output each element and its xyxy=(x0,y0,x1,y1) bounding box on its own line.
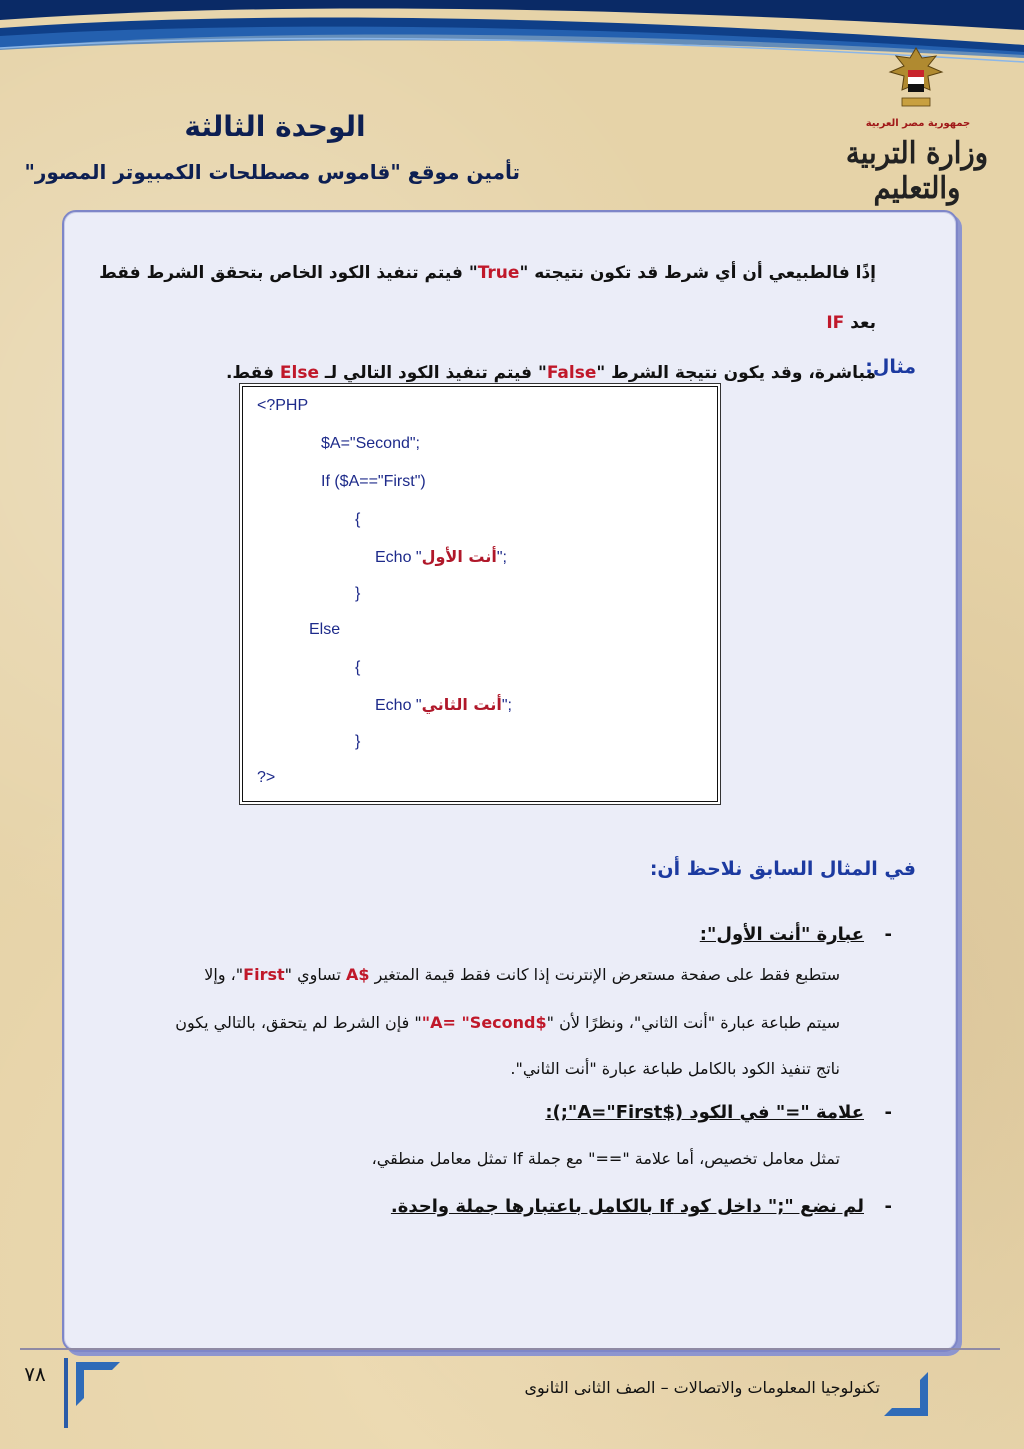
page-number: ٧٨ xyxy=(24,1362,46,1386)
code-line-echo-second: Echo "أنت الثاني"; xyxy=(375,695,512,714)
intro-line-2: مباشرة، وقد يكون نتيجة الشرط "False" فيتم تنفيذ الكود التالي لـ Else فقط. xyxy=(225,363,876,383)
lesson-title: تأمين موقع "قاموس مصطلحات الكمبيوتر المصور" xyxy=(24,160,520,184)
bullet-3-dash: - xyxy=(884,1196,892,1217)
bullet-3-title: لم نضع ";" داخل كود If بالكامل باعتبارها جملة واحدة. xyxy=(390,1196,864,1217)
code-line-else: Else xyxy=(309,621,341,638)
code-line-echo-first: Echo "أنت الأول"; xyxy=(375,547,507,566)
example-label: مثال: xyxy=(865,356,916,378)
notes-title: في المثال السابق نلاحظ أن: xyxy=(649,858,916,880)
code-line-assign: $A="Second"; xyxy=(321,435,420,452)
footer-book-title: تكنولوجيا المعلومات والاتصالات – الصف الثانى الثانوى xyxy=(524,1378,880,1397)
corner-decoration-right-icon xyxy=(884,1372,928,1416)
code-line-brace-open: { xyxy=(355,511,361,528)
bullet-1-dash: - xyxy=(884,924,892,945)
ministry-logo xyxy=(822,44,1012,206)
eagle-emblem-icon xyxy=(884,44,948,116)
bullet-2-line-1: تمثل معامل تخصيص، أما علامة "==" مع جملة If تمثل معامل منطقي، xyxy=(371,1149,840,1168)
logo-banner: جمهورية مصر العربية xyxy=(865,118,971,129)
code-line-brace-close-2: } xyxy=(355,733,361,750)
code-example-box xyxy=(242,386,718,802)
corner-decoration-left-icon xyxy=(76,1362,120,1406)
bullet-1-title: عبارة "أنت الأول": xyxy=(699,924,864,945)
code-line-brace-close: } xyxy=(355,585,361,602)
footer-vertical-bar xyxy=(64,1358,68,1428)
bullet-1-line-2: سيتم طباعة عبارة "أنت الثاني"، ونظرًا لأن "$A= "Second"" فإن الشرط لم يتحقق، بالتالي يكون xyxy=(175,1013,840,1032)
intro-line-1: إذًا فالطبيعي أن أي شرط قد تكون نتيجته "True" فيتم تنفيذ الكود الخاص بتحقق الشرط فقط بعد IF xyxy=(99,263,876,333)
footer-divider xyxy=(20,1348,1000,1350)
code-line-close: ?> xyxy=(257,769,276,786)
code-line-if: If ($A=="First") xyxy=(321,473,426,490)
logo-ministry-text: وزارة التربية والتعليم xyxy=(845,136,989,206)
code-line-brace-open-2: { xyxy=(355,659,361,676)
unit-title: الوحدة الثالثة xyxy=(184,110,366,143)
bullet-1-line-1: ستطبع فقط على صفحة مستعرض الإنترنت إذا كانت فقط قيمة المتغير $A تساوي "First"، وإلا xyxy=(204,965,840,984)
bullet-2-title: علامة "=" في الكود ($A="First";): xyxy=(545,1102,864,1123)
bullet-1-line-3: ناتج تنفيذ الكود بالكامل طباعة عبارة "أنت الثاني". xyxy=(510,1059,840,1078)
code-line-open: <?PHP xyxy=(257,397,309,414)
bullet-2-dash: - xyxy=(884,1102,892,1123)
intro-paragraph xyxy=(96,248,876,398)
